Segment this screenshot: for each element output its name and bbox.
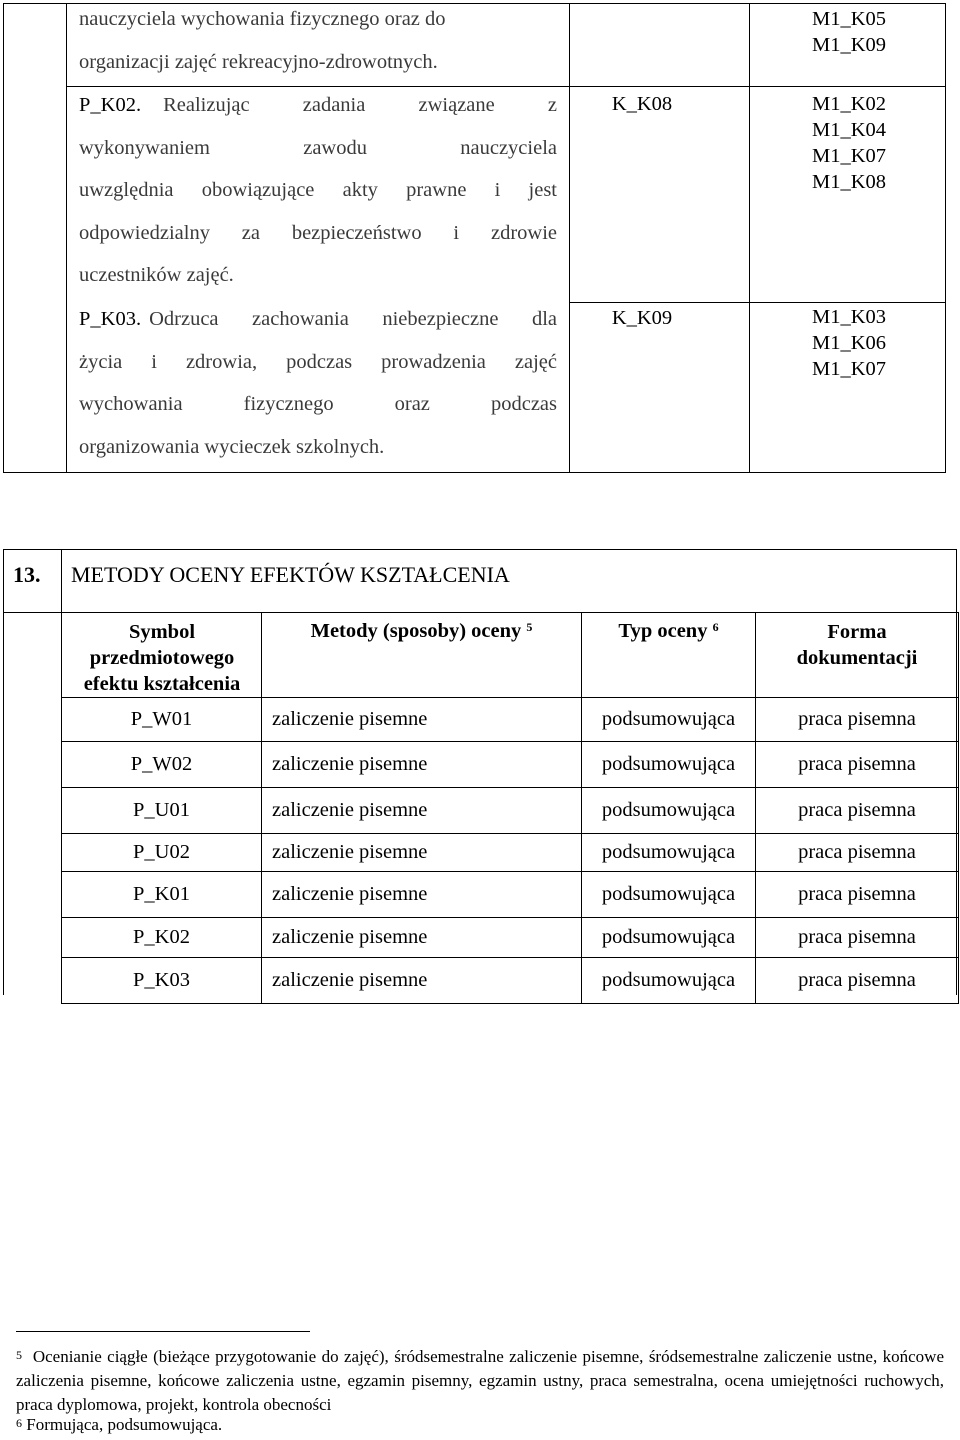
- m-code: M1_K03: [811, 306, 887, 328]
- cell-symbol: P_K02: [62, 918, 262, 958]
- text-line: organizacji zajęć rekreacyjno-zdrowotnych.: [79, 50, 438, 73]
- text-segment: Realizując zadania związane z: [163, 94, 557, 116]
- cell-symbol: P_K03: [62, 958, 262, 1004]
- k-code: K_K08: [611, 93, 673, 115]
- text-line: odpowiedzialny za bezpieczeństwo i zdrowie: [79, 221, 557, 244]
- text-line: uczestników zajęć.: [79, 264, 234, 286]
- cell-type: podsumowująca: [582, 742, 756, 788]
- m-code: M1_K05: [811, 8, 887, 30]
- cell-form: praca pisemna: [756, 834, 959, 872]
- footnote-5: [16, 1345, 944, 1417]
- m-codes: [749, 6, 949, 58]
- cell-form: praca pisemna: [756, 788, 959, 834]
- text-segment: Odrzuca zachowania niebezpieczne dla: [149, 308, 557, 330]
- footnote-mark: 6: [16, 1416, 22, 1430]
- text-line: uwzględnia obowiązujące akty prawne i jest: [79, 179, 557, 201]
- m-code: M1_K08: [811, 171, 887, 193]
- text-line: organizowania wycieczek szkolnych.: [79, 435, 385, 458]
- cell-symbol: P_K01: [62, 872, 262, 918]
- outcome-label: P_K02.: [79, 94, 142, 116]
- cell-method: zaliczenie pisemne: [262, 698, 582, 742]
- cell-method: zaliczenie pisemne: [262, 872, 582, 918]
- section-divider: [61, 550, 62, 612]
- cell-form: praca pisemna: [756, 918, 959, 958]
- m-code: M1_K09: [811, 34, 887, 56]
- cell-symbol: P_U01: [62, 788, 262, 834]
- cell-method: zaliczenie pisemne: [262, 788, 582, 834]
- cell-type: podsumowująca: [582, 918, 756, 958]
- footnote-text: Formująca, podsumowująca.: [26, 1415, 223, 1434]
- table-row: [62, 872, 959, 918]
- footnote-ref: 6: [712, 620, 719, 634]
- cell-type: podsumowująca: [582, 698, 756, 742]
- outcome-label: P_K03.: [79, 308, 142, 330]
- section-number: 13.: [13, 562, 41, 587]
- outcome-p-k02: [79, 84, 557, 297]
- table-divider: [66, 4, 67, 472]
- text-line: wykonywaniem zawodu nauczyciela: [79, 136, 557, 159]
- footnote-6: [16, 1413, 944, 1437]
- footnote-ref: 5: [526, 620, 533, 634]
- header-type: [582, 613, 756, 698]
- table-divider: [749, 4, 750, 472]
- m-codes: [749, 91, 949, 195]
- header-methods: [262, 613, 582, 698]
- table-header-row: [62, 613, 959, 698]
- header-symbol: [62, 613, 262, 698]
- footnote-text: Ocenianie ciągłe (bieżące przygotowanie do zajęć), śródsemestralne zaliczenie pisemne, śródsemestralne zaliczenie ustne, końcowe zaliczenia pisemne, końcowe zaliczenia ustne, egzamin pisemny, egzamin ustny, praca semestralna, ocena umiejętności ruchowych, praca dyplomowa, projekt, kontrola obecności: [16, 1347, 945, 1414]
- header-text: Metody (sposoby) oceny: [310, 620, 522, 642]
- assessment-methods-table: [61, 612, 959, 1004]
- cell-form: praca pisemna: [756, 742, 959, 788]
- text-line: wychowania fizycznego oraz podczas: [79, 393, 557, 415]
- cell-form: praca pisemna: [756, 958, 959, 1004]
- outcome-p-k03: [79, 298, 557, 468]
- cell-symbol: P_W02: [62, 742, 262, 788]
- m-code: M1_K07: [811, 358, 887, 380]
- outcome-text-continued: [79, 0, 557, 83]
- header-text: Typ oceny: [618, 620, 708, 642]
- table-row: [62, 834, 959, 872]
- table-row: [62, 958, 959, 1004]
- header-text: Symbol przedmiotowego efektu kształcenia: [83, 621, 241, 695]
- m-code: M1_K06: [811, 332, 887, 354]
- cell-type: podsumowująca: [582, 834, 756, 872]
- text-line: nauczyciela wychowania fizycznego oraz do: [79, 8, 446, 30]
- header-form: [756, 613, 959, 698]
- m-code: M1_K02: [811, 93, 887, 115]
- footnote-separator: [16, 1331, 310, 1332]
- cell-form: praca pisemna: [756, 698, 959, 742]
- cell-type: podsumowująca: [582, 872, 756, 918]
- row-divider: [569, 302, 945, 303]
- header-text: Forma dokumentacji: [796, 621, 918, 669]
- table-divider: [569, 4, 570, 472]
- cell-method: zaliczenie pisemne: [262, 834, 582, 872]
- cell-method: zaliczenie pisemne: [262, 742, 582, 788]
- section-heading: [13, 562, 510, 588]
- cell-type: podsumowująca: [582, 958, 756, 1004]
- text-line: [79, 84, 557, 127]
- m-code: M1_K04: [811, 119, 887, 141]
- section-title: METODY OCENY EFEKTÓW KSZTAŁCENIA: [71, 562, 510, 587]
- k-code: K_K09: [611, 307, 673, 329]
- m-code: M1_K07: [811, 145, 887, 167]
- cell-symbol: P_W01: [62, 698, 262, 742]
- text-line: [79, 298, 557, 341]
- cell-symbol: P_U02: [62, 834, 262, 872]
- cell-method: zaliczenie pisemne: [262, 958, 582, 1004]
- table-row: [62, 788, 959, 834]
- cell-type: podsumowująca: [582, 788, 756, 834]
- m-codes: [749, 304, 949, 382]
- table-row: [62, 918, 959, 958]
- footnote-mark: 5: [16, 1348, 22, 1362]
- cell-form: praca pisemna: [756, 872, 959, 918]
- text-line: życia i zdrowia, podczas prowadzenia zajęć: [79, 350, 557, 373]
- cell-method: zaliczenie pisemne: [262, 918, 582, 958]
- table-row: [62, 698, 959, 742]
- table-row: [62, 742, 959, 788]
